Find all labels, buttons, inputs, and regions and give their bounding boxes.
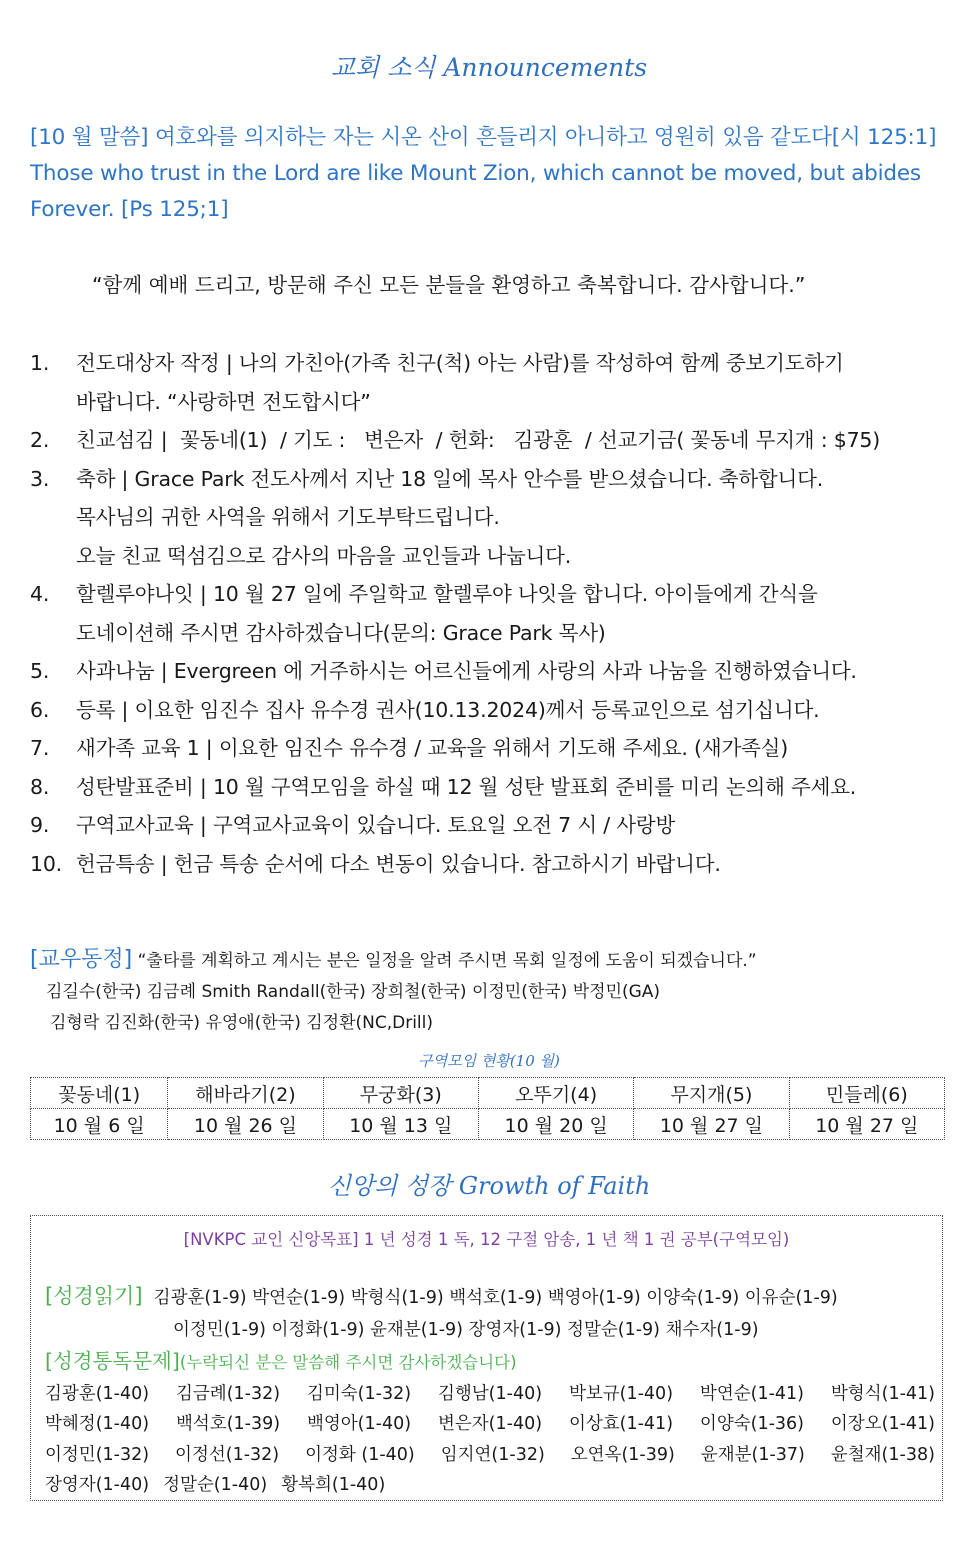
group-date-cell: 10 월 27 일 [789, 1109, 944, 1140]
announcement-number: 5. [30, 659, 50, 683]
bible-quiz-entry: 박연순(1-41) [699, 1383, 805, 1404]
announcement-text: 등록 | 이요한 임진수 집사 유수경 권사(10.13.2024)께서 등록교인으로 섬기십니다. [76, 697, 820, 722]
prayer-line-1: 김길수(한국) 김금례 Smith Randall(한국) 장희철(한국) 이정민(한국) 박정민(GA) [46, 982, 661, 1002]
announcement-number: 2. [30, 428, 50, 452]
bible-quiz-entry: 박형식(1-41) [830, 1383, 935, 1404]
page-title: 교회 소식 Announcements [330, 53, 648, 82]
announcement-text: 성탄발표준비 | 10 월 구역모임을 하실 때 12 월 성탄 발표회 준비를 미리 논의해 주세요. [76, 774, 857, 799]
announcement-text: 구역교사교육 | 구역교사교육이 있습니다. 토요일 오전 7 시 / 사랑방 [76, 813, 676, 837]
bible-quiz-section [45, 1346, 935, 1501]
announcement-item [30, 806, 960, 845]
announcement-number: 6. [30, 697, 50, 722]
bible-quiz-tag: [성경통독문제] [45, 1349, 180, 1373]
group-name-cell: 꽃동네(1) [31, 1078, 168, 1109]
announcement-text: 사과나눔 | Evergreen 에 거주하시는 어르신들에게 사랑의 사과 나눔을 진행하였습니다. [76, 659, 857, 683]
bible-quiz-entry: 장영자(1-40) [45, 1475, 150, 1495]
prayer-tag: [교우동정] [30, 947, 133, 972]
group-name-cell: 해바라기(2) [168, 1078, 323, 1109]
group-name-row [31, 1078, 945, 1109]
group-name-cell: 민들레(6) [789, 1078, 944, 1109]
announcement-item [30, 652, 960, 691]
group-meeting-table [30, 1077, 945, 1140]
announcement-number: 8. [30, 774, 50, 799]
group-name-cell: 오뚜기(4) [478, 1078, 633, 1109]
bible-quiz-entry: 임지연(1-32) [440, 1444, 545, 1465]
bible-quiz-entry: 이정화 (1-40) [305, 1444, 415, 1465]
bible-quiz-entry: 변은자(1-40) [437, 1414, 543, 1434]
announcement-number: 7. [30, 736, 50, 760]
bible-reading-line-1: 김광훈(1-9) 박연순(1-9) 박형식(1-9) 백석호(1-9) 백영아(1-9) 이양숙(1-9) 이유순(1-9) [153, 1288, 838, 1308]
bible-quiz-entry: 이양숙(1-36) [699, 1414, 805, 1434]
bible-quiz-entry: 백석호(1-39) [175, 1414, 281, 1434]
announcement-item [30, 460, 960, 576]
announcement-item [30, 768, 960, 807]
bible-quiz-entry: 백영아(1-40) [306, 1414, 412, 1434]
bible-quiz-entry: 이장오(1-41) [830, 1414, 935, 1434]
bible-quiz-entry: 오연옥(1-39) [570, 1444, 675, 1465]
announcement-item [30, 421, 960, 460]
bible-quiz-entry: 이상효(1-41) [568, 1414, 674, 1434]
group-date-row [31, 1109, 945, 1140]
announcement-text: 할렐루야나잇 | 10 월 27 일에 주일학교 할렐루야 나잇을 합니다. 아이들에게 간식을 도네이션해 주시면 감사하겠습니다(문의: Grace Park 목사) [76, 582, 818, 645]
bible-quiz-entry: 박보규(1-40) [568, 1383, 674, 1404]
announcement-item [30, 729, 960, 768]
monthly-verse: [10 월 말씀] 여호와를 의지하는 자는 시온 산이 흔들리지 아니하고 영원히 있음 같도다[시 125:1] Those who trust in the Lord are like Mount Zion, which cannot be moved, but abides Forever. [Ps 125;1] [30, 125, 937, 222]
bible-quiz-entry: 이정선(1-32) [175, 1444, 280, 1465]
bible-quiz-row [45, 1379, 935, 1410]
bible-quiz-entry: 정말순(1-40) [163, 1475, 268, 1495]
bible-quiz-row [45, 1409, 935, 1440]
announcement-text: 축하 | Grace Park 전도사께서 지난 18 일에 목사 안수를 받으셨습니다. 축하합니다. 목사님의 귀한 사역을 위해서 기도부탁드립니다. 오늘 친교 떡섬김으로 감사의 마음을 교인들과 나눕니다. [76, 466, 824, 568]
group-date-cell: 10 월 13 일 [323, 1109, 478, 1140]
announcement-number: 3. [30, 466, 50, 491]
bible-quiz-entry: 김금례(1-32) [175, 1383, 281, 1404]
announcement-item [30, 691, 960, 730]
faith-title: 신앙의 성장 Growth of Faith [327, 1172, 651, 1200]
bible-quiz-entry: 이정민(1-32) [45, 1444, 150, 1465]
announcement-text: 헌금특송 | 헌금 특송 순서에 다소 변동이 있습니다. 참고하시기 바랍니다. [76, 851, 721, 876]
announcement-text: 친교섬김 | 꽃동네(1) / 기도 : 변은자 / 헌화: 김광훈 / 선교기금( 꽃동네 무지개 : $75) [76, 428, 881, 452]
announcement-number: 1. [30, 351, 50, 375]
bible-quiz-entry: 김미숙(1-32) [306, 1383, 412, 1404]
bible-reading-section [45, 1280, 935, 1346]
faith-goal: [NVKPC 교인 신앙목표] 1 년 성경 1 독, 12 구절 암송, 1 년 책 1 권 공부(구역모임) [183, 1230, 790, 1249]
announcement-item [30, 575, 960, 652]
bible-quiz-list [45, 1379, 935, 1501]
prayer-quote: “출타를 계획하고 계시는 분은 일정을 알려 주시면 목회 일정에 도움이 되겠습니다.” [137, 951, 757, 971]
group-name-cell: 무지개(5) [634, 1078, 789, 1109]
bible-reading-tag: [성경읽기] [45, 1284, 143, 1308]
announcement-text: 새가족 교육 1 | 이요한 임진수 유수경 / 교육을 위해서 기도해 주세요. (새가족실) [76, 736, 789, 760]
bible-quiz-entry: 황복희(1-40) [281, 1475, 386, 1495]
bible-quiz-entry: 윤재분(1-37) [700, 1444, 805, 1465]
announcement-item [30, 344, 960, 421]
bible-quiz-row [45, 1470, 935, 1501]
announcement-text: 전도대상자 작정 | 나의 가친아(가족 친구(척) 아는 사람)를 작성하여 함께 중보기도하기 바랍니다. “사랑하면 전도합시다” [76, 351, 844, 414]
bible-quiz-entry: 김행남(1-40) [437, 1383, 543, 1404]
prayer-line-2: 김형락 김진화(한국) 유영애(한국) 김정환(NC,Drill) [50, 1013, 433, 1033]
faith-box [30, 1215, 943, 1501]
group-date-cell: 10 월 6 일 [31, 1109, 168, 1140]
announcement-item [30, 845, 960, 884]
welcome-message: “함께 예배 드리고, 방문해 주신 모든 분들을 환영하고 축복합니다. 감사합니다.” [92, 273, 806, 297]
bible-reading-line-2: 이정민(1-9) 이정화(1-9) 윤재분(1-9) 장영자(1-9) 정말순(1-9) 채수자(1-9) [173, 1320, 759, 1340]
group-date-cell: 10 월 26 일 [168, 1109, 323, 1140]
bible-quiz-entry: 윤철재(1-38) [830, 1444, 935, 1465]
bible-quiz-note: (누락되신 분은 말씀해 주시면 감사하겠습니다) [179, 1353, 517, 1372]
group-date-cell: 10 월 20 일 [478, 1109, 633, 1140]
group-name-cell: 무궁화(3) [323, 1078, 478, 1109]
group-meeting-title: 구역모임 현황(10 월) [418, 1052, 560, 1070]
announcement-number: 4. [30, 582, 50, 606]
announcement-number: 9. [30, 813, 50, 837]
announcement-list [30, 344, 960, 883]
prayer-section [30, 944, 960, 1039]
bible-quiz-entry: 박혜정(1-40) [45, 1414, 150, 1434]
bible-quiz-row [45, 1440, 935, 1471]
bible-quiz-entry: 김광훈(1-40) [45, 1383, 150, 1404]
group-date-cell: 10 월 27 일 [634, 1109, 789, 1140]
announcement-number: 10. [30, 851, 63, 876]
